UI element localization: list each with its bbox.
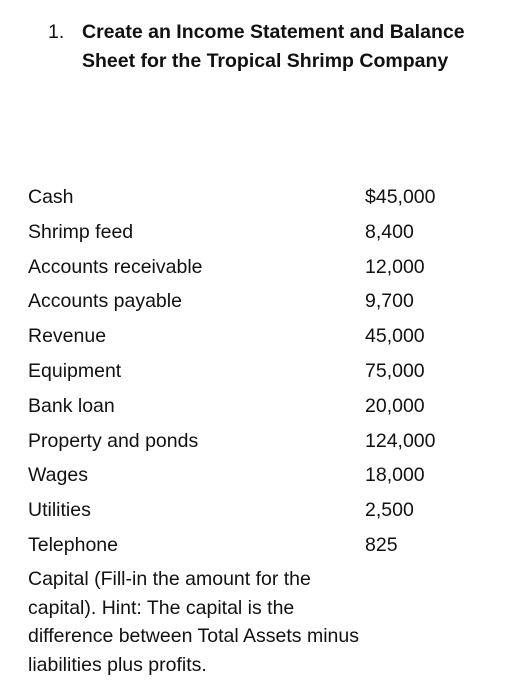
item-label-bank-loan: Bank loan — [28, 394, 115, 417]
item-amount-shrimp-feed: 8,400 — [365, 220, 414, 243]
list-item — [28, 424, 488, 459]
list-item — [28, 215, 488, 250]
list-item — [28, 458, 488, 493]
list-item — [28, 180, 488, 215]
list-item — [28, 528, 488, 563]
item-label-accounts-payable: Accounts payable — [28, 290, 182, 313]
item-amount-utilities: 2,500 — [365, 499, 414, 522]
question-title: Create an Income Statement and Balance Sheet for the Tropical Shrimp Company — [82, 21, 465, 72]
question-heading — [48, 18, 498, 76]
list-item — [28, 319, 488, 354]
list-item — [28, 493, 488, 528]
item-amount-revenue: 45,000 — [365, 325, 425, 348]
list-item — [28, 354, 488, 389]
item-amount-property-and-ponds: 124,000 — [365, 429, 436, 452]
capital-note: Capital (Fill-in the amount for the capital). Hint: The capital is the difference between Total Assets minus liabilities plus profits. — [28, 568, 359, 676]
list-item — [28, 389, 488, 424]
item-label-wages: Wages — [28, 464, 88, 487]
question-number: 1. — [48, 21, 65, 43]
line-items-list — [28, 180, 488, 563]
item-amount-wages: 18,000 — [365, 464, 425, 487]
list-item — [28, 284, 488, 319]
list-item — [28, 250, 488, 285]
item-label-equipment: Equipment — [28, 359, 122, 382]
item-amount-accounts-receivable: 12,000 — [365, 255, 425, 278]
item-label-accounts-receivable: Accounts receivable — [28, 255, 203, 278]
item-label-telephone: Telephone — [28, 533, 118, 556]
item-label-shrimp-feed: Shrimp feed — [28, 220, 134, 243]
item-amount-bank-loan: 20,000 — [365, 394, 425, 417]
item-amount-telephone: 825 — [365, 533, 398, 556]
item-label-property-and-ponds: Property and ponds — [28, 429, 199, 452]
item-amount-equipment: 75,000 — [365, 359, 425, 382]
item-label-cash: Cash — [28, 186, 74, 208]
item-label-revenue: Revenue — [28, 325, 107, 348]
item-amount-cash: $45,000 — [365, 186, 436, 208]
item-label-utilities: Utilities — [28, 499, 91, 522]
item-amount-accounts-payable: 9,700 — [365, 290, 414, 313]
